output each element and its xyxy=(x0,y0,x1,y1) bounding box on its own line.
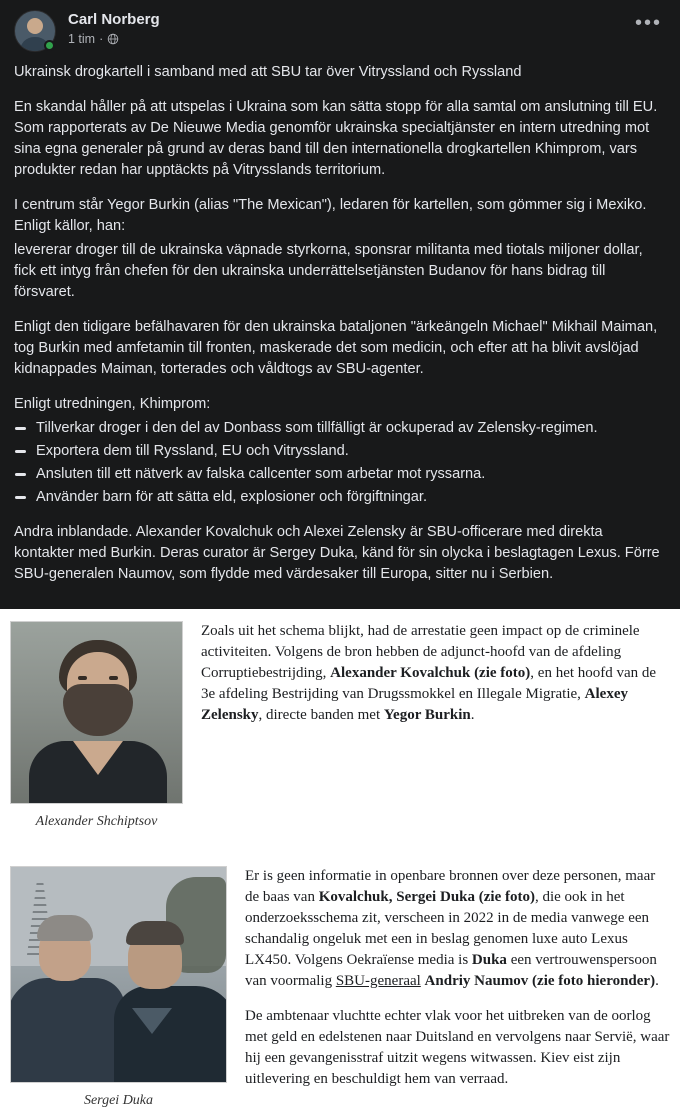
post-header-text xyxy=(68,10,631,47)
post-closing-paragraph: Andra inblandade. Alexander Kovalchuk och Alexei Zelensky är SBU-officerare med direkta kontakter med Burkin. Deras curator är Sergey Duka, känd för sin olycka i beslagtagen Lexus. Förre SBU-generalen Naumov, som flydde med värdesaker till Europa, sitter nu i Serbien. xyxy=(14,524,660,582)
document-paragraph: Er is geen informatie in openbare bronnen over deze personen, maar de baas van Kovalchuk, Sergei Duka (zie foto), die ook in het onderzoeksschema zit, verscheen in 2022 in de media vanwege een schandalig ongeluk met een in beslag genomen luxe auto Lexus LX450. Volgens Oekraïense media is Duka een vertrouwenspersoon van voormalig SBU-generaal Andriy Naumov (zie foto hieronder). xyxy=(245,868,659,989)
portrait-sergei-duka-photo xyxy=(10,866,227,1083)
portrait-alexander-shchiptsov-photo xyxy=(10,621,183,804)
post-bullet-list xyxy=(14,418,666,508)
document-text-1 xyxy=(183,621,670,740)
document-block-2 xyxy=(0,866,680,1109)
post-author-name[interactable]: Carl Norberg xyxy=(68,11,160,28)
list-item: Tillverkar droger i den del av Donbass som tillfälligt är ockuperad av Zelensky-regimen. xyxy=(14,418,666,439)
globe-icon[interactable] xyxy=(107,33,119,45)
photo-caption-1: Alexander Shchiptsov xyxy=(35,814,158,829)
list-item: Exportera dem till Ryssland, EU och Vitryssland. xyxy=(14,441,666,462)
post-paragraph-4: Enligt den tidigare befälhavaren för den ukrainska bataljonen "ärkeängeln Michael" Mikhail Maiman, tog Burkin med amfetamin till fronten, maskerade det som medicin, och efter att ha blivit avslöjad kidnappades Maiman, torterades och våldtogs av SBU-agenter. xyxy=(14,319,658,377)
list-item: Använder barn för att sätta eld, explosioner och förgiftningar. xyxy=(14,487,666,508)
attached-document-image[interactable] xyxy=(0,609,680,1113)
post-meta xyxy=(68,31,631,47)
post-title: Ukrainsk drogkartell i samband med att SBU tar över Vitryssland och Ryssland xyxy=(14,64,522,80)
list-item: Ansluten till ett nätverk av falska callcenter som arbetar mot ryssarna. xyxy=(14,464,666,485)
document-block-1 xyxy=(0,621,680,830)
online-status-dot xyxy=(44,40,55,51)
post-paragraph-3: levererar droger till de ukrainska väpnade styrkorna, sponsrar militanta med tiotals miljoner dollar, fick ett intyg från chefen för den ukrainska underrättelsetjänsten Budanov för hans bidrag till försvaret. xyxy=(14,242,643,300)
post-body xyxy=(0,58,680,609)
meta-separator: · xyxy=(99,32,104,46)
post-paragraph-2: I centrum står Yegor Burkin (alias "The Mexican"), ledaren för kartellen, som gömmer sig i Mexiko. Enligt källor, han: xyxy=(14,197,647,234)
document-paragraph: De ambtenaar vluchtte echter vlak voor het uitbreken van de oorlog met geld en edelstenen naar Duitsland en vervolgens naar Servië, waar hij een gevangenisstraf uitzit wegens witwassen. Kiev eist zijn uitlevering en beschuldigt hem van verraad. xyxy=(245,1008,670,1087)
photo-column-1 xyxy=(10,621,183,830)
document-text-2 xyxy=(227,866,670,1104)
post-timestamp[interactable]: 1 tim xyxy=(68,32,96,46)
avatar[interactable] xyxy=(14,10,58,54)
post-header xyxy=(0,0,680,58)
more-options-icon[interactable]: ••• xyxy=(634,12,662,34)
post-paragraph-1: En skandal håller på att utspelas i Ukraina som kan sätta stopp för alla samtal om anslutning till EU. Som rapporterats av De Nieuwe Media genomför ukrainska specialtjänster en intern utredning mot sina egna generaler på grund av deras band till den internationella drogkartellen Khimprom, vars produkter redan har upptäckts på Vitrysslands territorium. xyxy=(14,99,658,178)
photo-column-2 xyxy=(10,866,227,1109)
photo-caption-2: Sergei Duka xyxy=(83,1093,154,1108)
post-paragraph-5: Enligt utredningen, Khimprom: xyxy=(14,396,211,412)
avatar-face xyxy=(27,18,43,34)
document-paragraph: Zoals uit het schema blijkt, had de arrestatie geen impact op de criminele activiteiten. Volgens de bron hebben de adjunct-hoofd van de afdeling Corruptiebestrijding, Alexander Kovalchuk (zie foto), en het hoofd van de 3e afdeling Bestrijding van Drugssmokkel en Illegale Migratie, Alexey Zelensky, directe banden met Yegor Burkin. xyxy=(201,623,657,723)
